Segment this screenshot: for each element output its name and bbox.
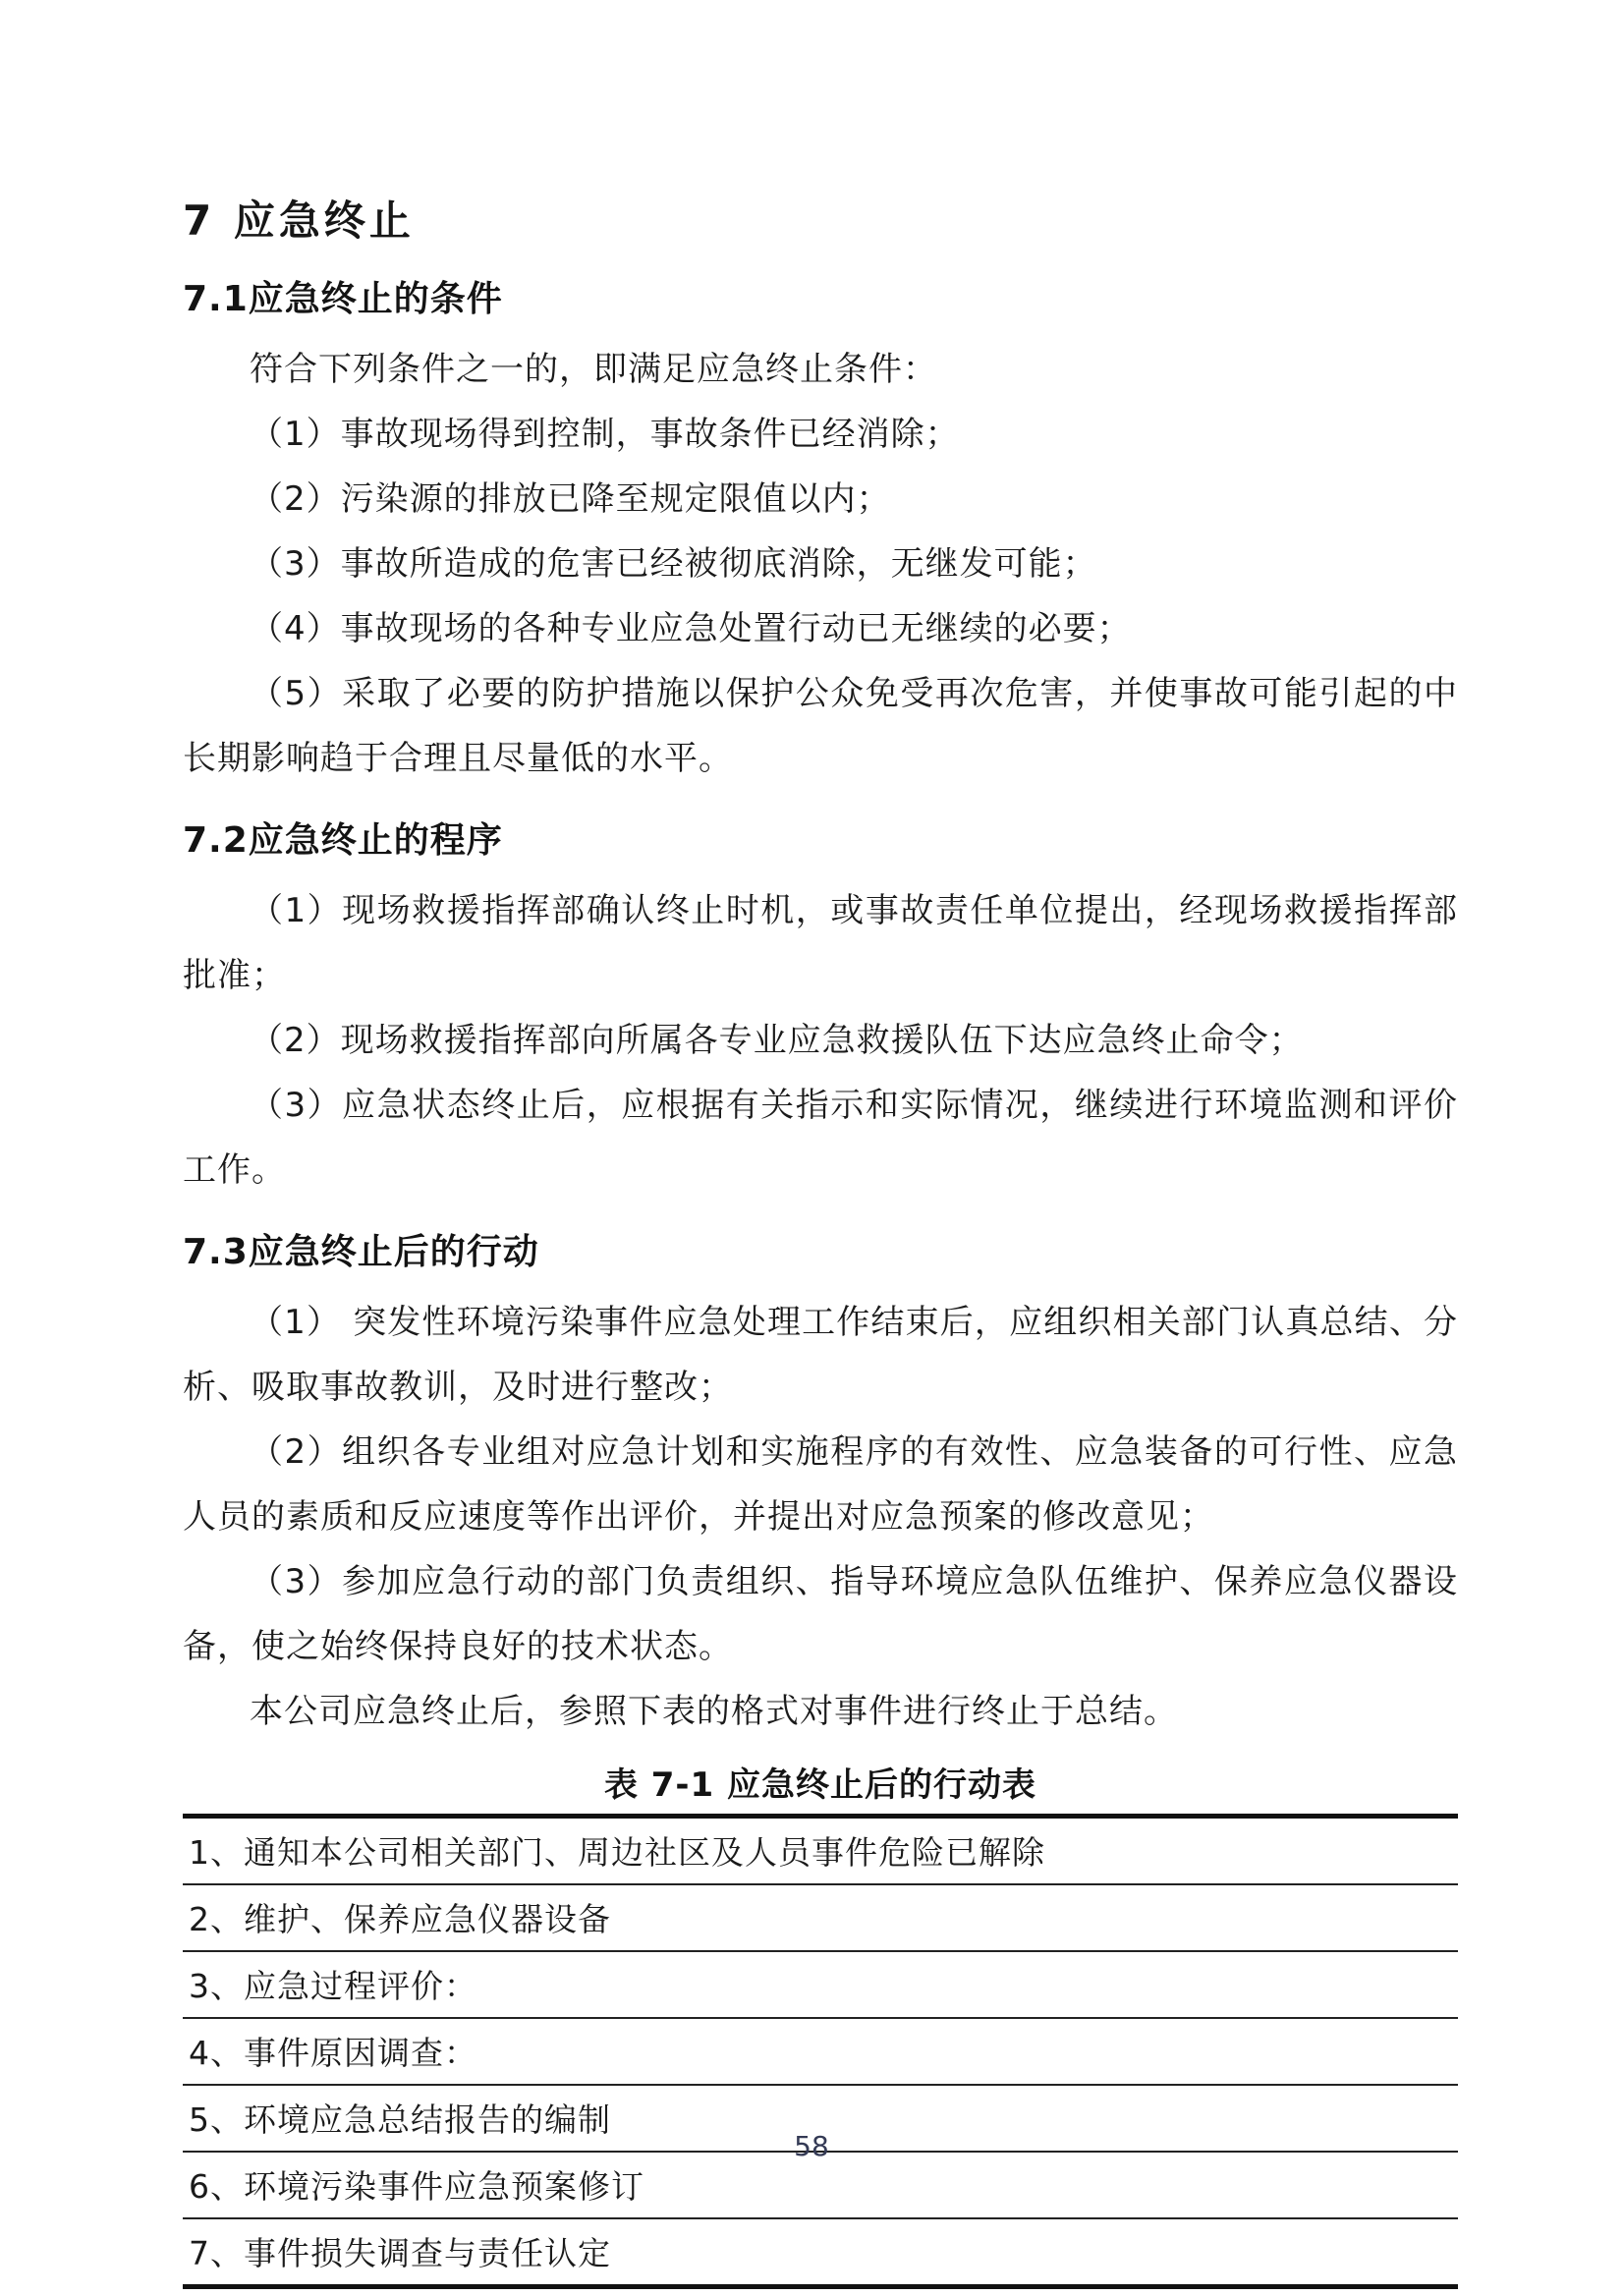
paragraph: （2）污染源的排放已降至规定限值以内； bbox=[250, 479, 891, 519]
paragraph: （2）现场救援指挥部向所属各专业应急救援队伍下达应急终止命令； bbox=[250, 1021, 1304, 1060]
page-number: 58 bbox=[794, 2130, 829, 2162]
paragraph: （3）事故所造成的危害已经被彻底消除，无继发可能； bbox=[250, 544, 1097, 584]
table-caption: 表 7-1 应急终止后的行动表 bbox=[603, 1765, 1037, 1805]
chapter-title: 7 应急终止 bbox=[183, 196, 415, 245]
section-7-3 bbox=[183, 1224, 1458, 1744]
paragraph: （4）事故现场的各种专业应急处置行动已无继续的必要； bbox=[250, 609, 1132, 648]
paragraph: 本公司应急终止后，参照下表的格式对事件进行终止于总结。 bbox=[250, 1692, 1178, 1731]
post-termination-action-table bbox=[183, 1814, 1458, 2289]
section-7-2-heading: 7.2应急终止的程序 bbox=[183, 820, 503, 861]
paragraph: （3）参加应急行动的部门负责组织、指导环境应急队伍维护、保养应急仪器设备，使之始终保持良好的技术状态。 bbox=[183, 1562, 1458, 1666]
paragraph: 符合下列条件之一的，即满足应急终止条件： bbox=[250, 350, 937, 389]
paragraph: （1）现场救援指挥部确认终止时机，或事故责任单位提出，经现场救援指挥部批准； bbox=[183, 891, 1458, 995]
section-7-1-heading: 7.1应急终止的条件 bbox=[183, 279, 503, 319]
paragraph: （5）采取了必要的防护措施以保护公众免受再次危害，并使事故可能引起的中长期影响趋于合理且尽量低的水平。 bbox=[183, 674, 1458, 778]
paragraph: （3）应急状态终止后，应根据有关指示和实际情况，继续进行环境监测和评价工作。 bbox=[183, 1086, 1458, 1190]
document-content bbox=[183, 189, 1458, 2289]
table-row bbox=[183, 1951, 1458, 2018]
table-cell: 5、环境应急总结报告的编制 bbox=[183, 2085, 1458, 2152]
table-row bbox=[183, 2018, 1458, 2085]
paragraph: （1） 突发性环境污染事件应急处理工作结束后，应组织相关部门认真总结、分析、吸取事故教训，及时进行整改； bbox=[183, 1303, 1458, 1407]
table-cell: 1、通知本公司相关部门、周边社区及人员事件危险已解除 bbox=[183, 1817, 1458, 1885]
section-7-1 bbox=[183, 271, 1458, 791]
section-7-2 bbox=[183, 812, 1458, 1203]
table-row bbox=[183, 1817, 1458, 1885]
table-cell: 7、事件损失调查与责任认定 bbox=[189, 2234, 611, 2272]
table-cell: 4、事件原因调查： bbox=[183, 2018, 1458, 2085]
table-row bbox=[183, 2218, 1458, 2287]
paragraph: （2）组织各专业组对应急计划和实施程序的有效性、应急装备的可行性、应急人员的素质和反应速度等作出评价，并提出对应急预案的修改意见； bbox=[183, 1432, 1458, 1537]
table-cell: 3、应急过程评价： bbox=[183, 1951, 1458, 2018]
section-7-3-heading: 7.3应急终止后的行动 bbox=[183, 1232, 539, 1272]
table-cell: 2、维护、保养应急仪器设备 bbox=[183, 1884, 1458, 1951]
table-row bbox=[183, 1884, 1458, 1951]
table-cell: 6、环境污染事件应急预案修订 bbox=[183, 2152, 1458, 2218]
paragraph: （1）事故现场得到控制，事故条件已经消除； bbox=[250, 415, 960, 454]
